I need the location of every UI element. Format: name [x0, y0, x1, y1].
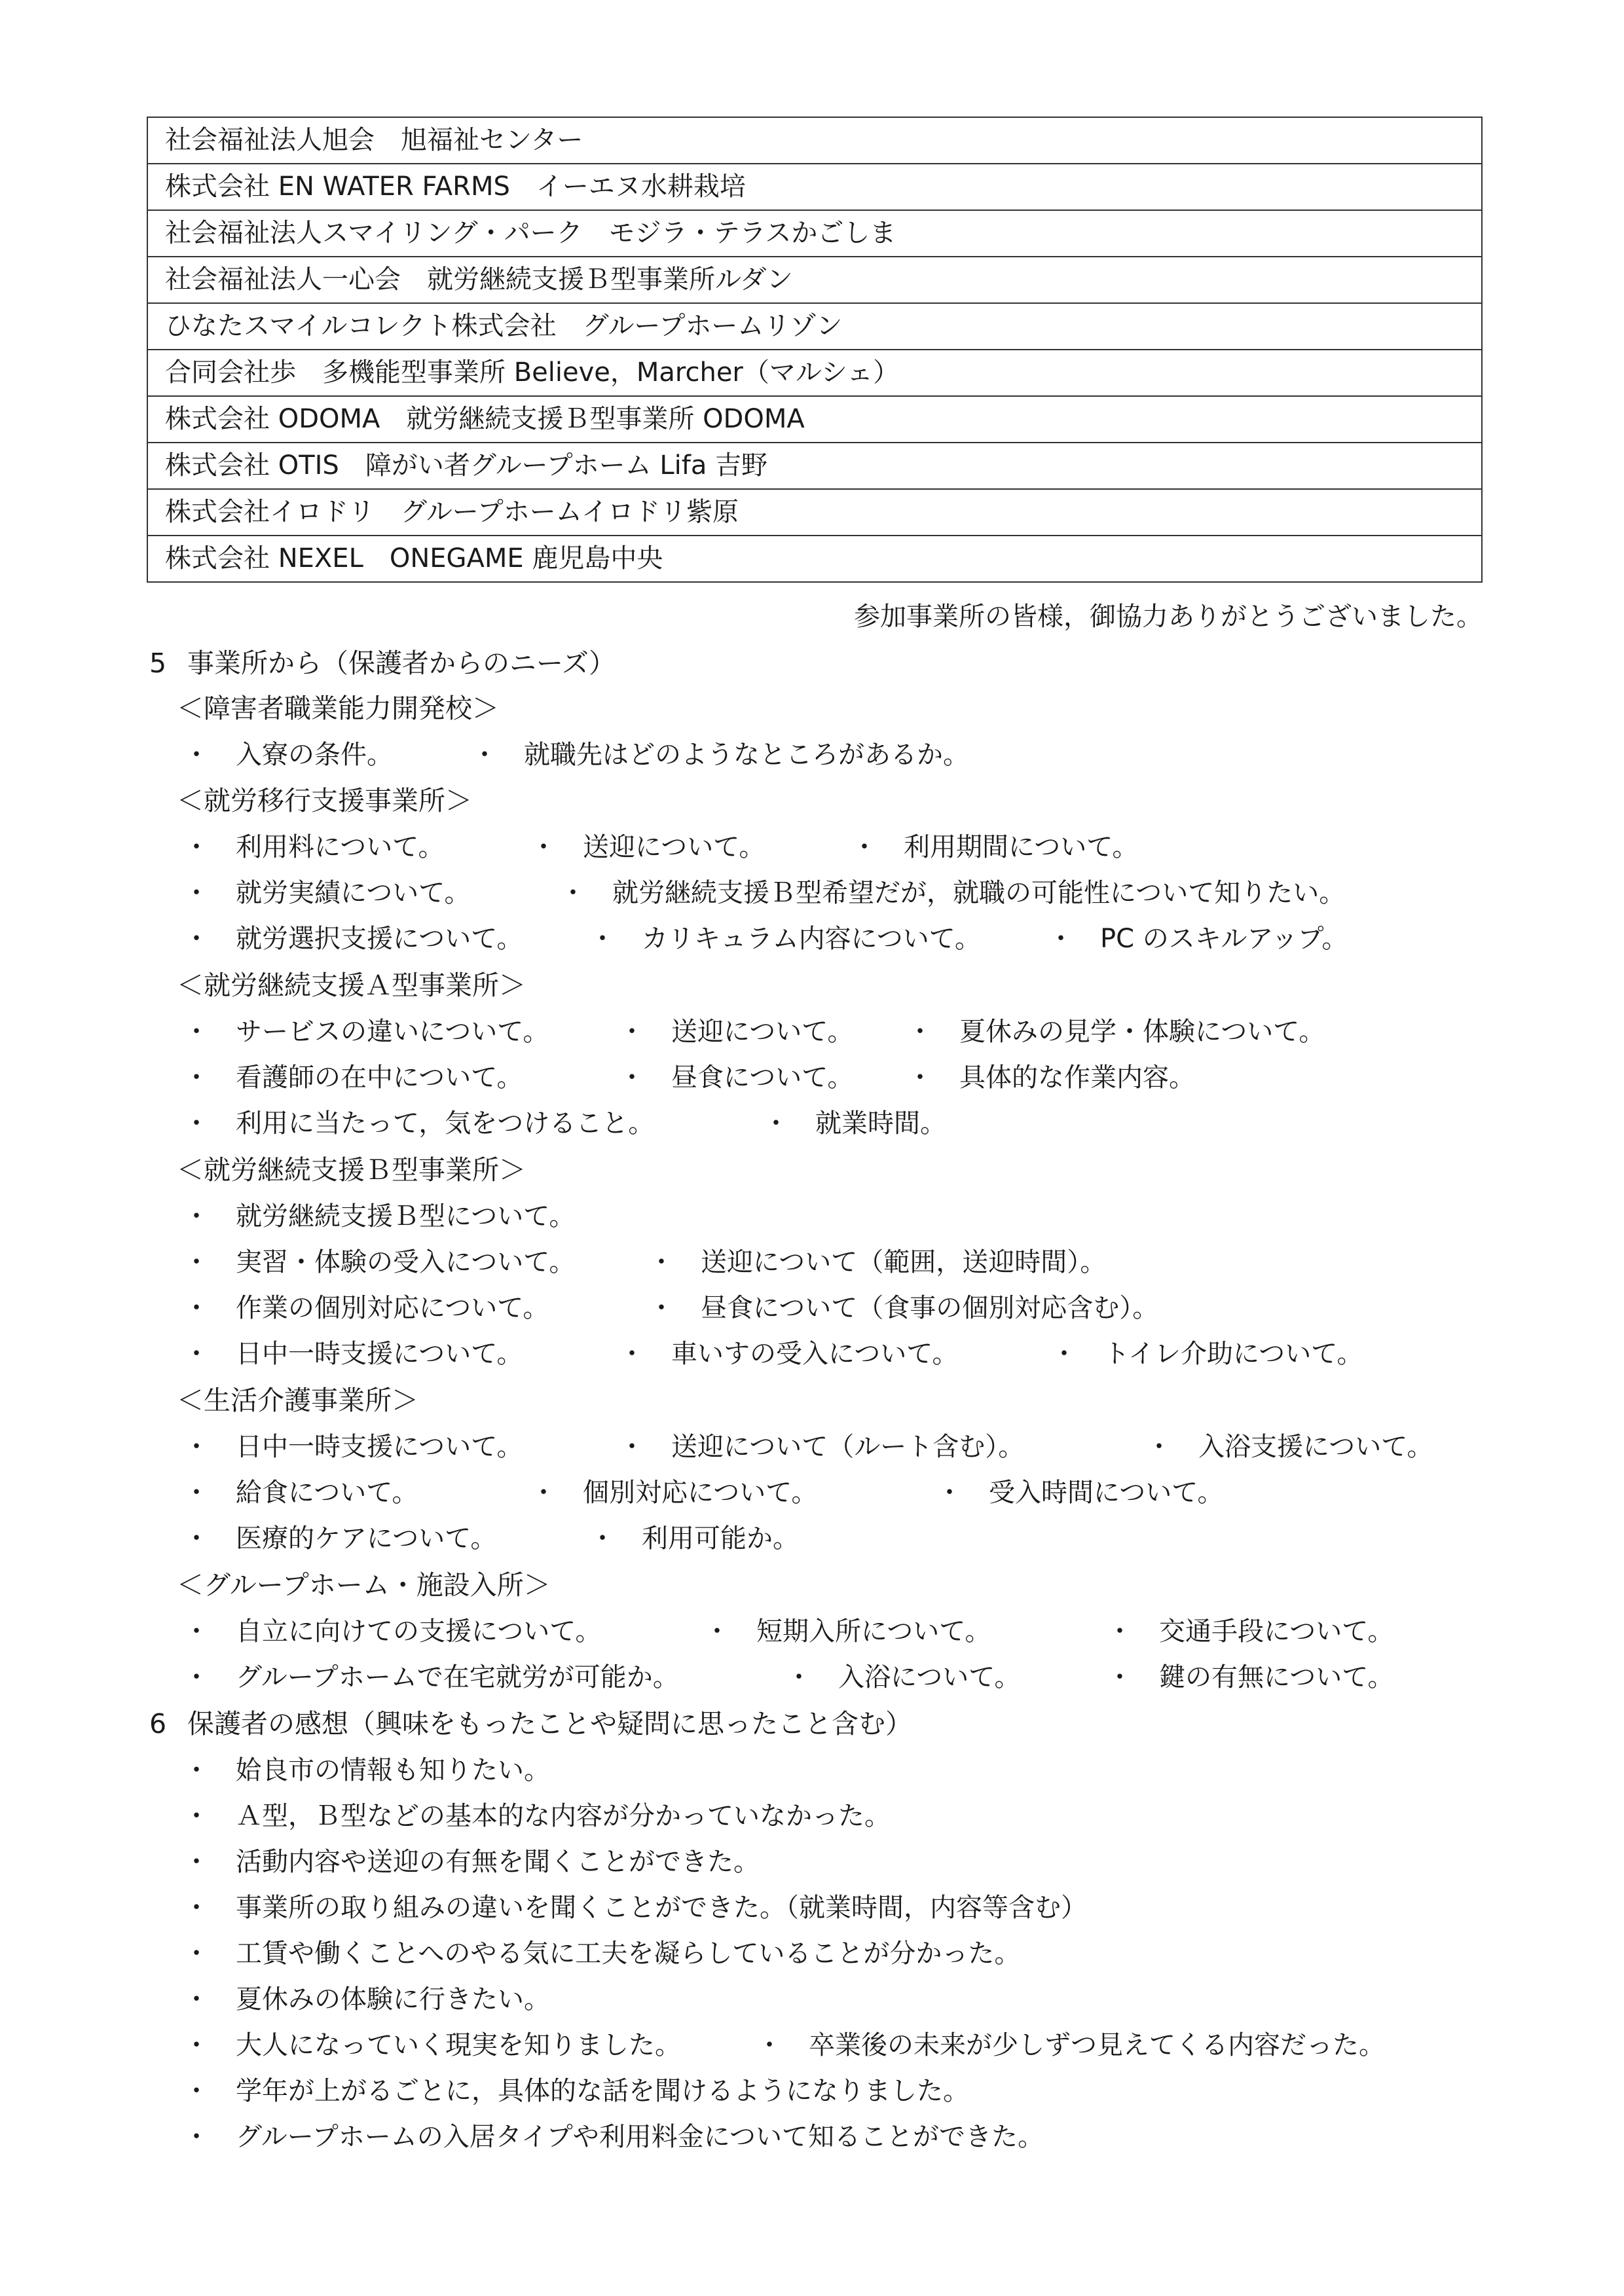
list-entry: ・ Ａ型，Ｂ型などの基本的な内容が分かっていなかった。: [183, 1795, 891, 1832]
bullet-icon: ・: [1048, 924, 1074, 954]
section-6-title: 保護者の感想（興味をもったことや疑問に思ったこと含む）: [187, 1708, 912, 1740]
bullet-icon: ・: [183, 1108, 210, 1139]
list-entry: ・ 入浴支援について。: [1146, 1426, 1433, 1463]
bullet-icon: ・: [183, 1616, 210, 1647]
bullet-icon: ・: [183, 1847, 210, 1877]
group-title: ＜就労移行支援事業所＞: [177, 785, 472, 816]
bullet-icon: ・: [183, 1063, 210, 1093]
list-entry: ・ 利用可能か。: [589, 1518, 799, 1555]
list-entry: ・ 学年が上がるごとに，具体的な話を聞けるようになりました。: [183, 2070, 969, 2107]
list-entry: ・ 夏休みの見学・体験について。: [907, 1011, 1325, 1048]
list-entry: ・ 就労実績について。: [183, 872, 470, 909]
bullet-icon: ・: [648, 1293, 674, 1323]
list-entry: ・ 短期入所について。: [704, 1611, 991, 1648]
list-entry: ・ PC のスキルアップ。: [1048, 918, 1348, 955]
bullet-icon: ・: [1107, 1662, 1133, 1692]
list-entry: ・ 具体的な作業内容。: [907, 1057, 1195, 1094]
provider-cell: 合同会社歩 多機能型事業所 Believe，Marcher（マルシェ）: [147, 350, 1482, 396]
list-entry: ・ 車いすの受入について。: [619, 1333, 958, 1370]
section-5-heading: [149, 642, 616, 680]
bullet-icon: ・: [183, 1478, 210, 1508]
list-entry: ・ 個別対応について。: [530, 1472, 817, 1509]
bullet-icon: ・: [907, 1017, 933, 1047]
bullet-icon: ・: [183, 1893, 210, 1923]
section-5-number: 5: [149, 647, 167, 679]
list-entry: ・ 就労継続支援Ｂ型について。: [183, 1195, 575, 1233]
thanks-note: 参加事業所の皆様，御協力ありがとうございました。: [854, 602, 1483, 632]
list-entry: ・ 実習・体験の受入について。: [183, 1241, 575, 1279]
group-title: ＜グループホーム・施設入所＞: [177, 1569, 551, 1601]
list-entry: ・ 事業所の取り組みの違いを聞くことができた。（就業時間，内容等含む）: [183, 1887, 1087, 1924]
bullet-icon: ・: [183, 1662, 210, 1692]
bullet-icon: ・: [1107, 1616, 1133, 1647]
provider-cell: 株式会社 ODOMA 就労継続支援Ｂ型事業所 ODOMA: [147, 396, 1482, 443]
list-entry: ・ 給食について。: [183, 1472, 418, 1509]
table-row: [147, 443, 1482, 489]
provider-cell: ひなたスマイルコレクト株式会社 グループホームリゾン: [147, 303, 1482, 350]
list-entry: ・ 活動内容や送迎の有無を聞くことができた。: [183, 1841, 760, 1878]
list-entry: ・ カリキュラム内容について。: [589, 918, 981, 955]
bullet-icon: ・: [183, 1017, 210, 1047]
bullet-icon: ・: [183, 878, 210, 908]
bullet-icon: ・: [786, 1662, 812, 1692]
bullet-icon: ・: [183, 740, 210, 770]
list-entry: ・ 姶良市の情報も知りたい。: [183, 1749, 550, 1787]
table-row: [147, 536, 1482, 582]
bullet-icon: ・: [589, 924, 616, 954]
provider-cell: 株式会社 NEXEL ONEGAME 鹿児島中央: [147, 536, 1482, 582]
provider-cell: 株式会社 EN WATER FARMS イーエヌ水耕栽培: [147, 164, 1482, 210]
table-row: [147, 117, 1482, 164]
bullet-icon: ・: [183, 1984, 210, 2014]
bullet-icon: ・: [183, 1755, 210, 1785]
bullet-icon: ・: [183, 1523, 210, 1554]
list-entry: ・ 大人になっていく現実を知りました。: [183, 2024, 681, 2062]
bullet-icon: ・: [619, 1017, 645, 1047]
bullet-icon: ・: [704, 1616, 730, 1647]
list-entry: ・ 看護師の在中について。: [183, 1057, 523, 1094]
section-6-heading: [149, 1702, 912, 1741]
bullet-icon: ・: [183, 1801, 210, 1831]
provider-cell: 社会福祉法人一心会 就労継続支援Ｂ型事業所ルダン: [147, 257, 1482, 303]
table-row: [147, 396, 1482, 443]
bullet-icon: ・: [183, 2122, 210, 2152]
provider-cell: 社会福祉法人スマイリング・パーク モジラ・テラスかごしま: [147, 210, 1482, 257]
bullet-icon: ・: [619, 1432, 645, 1462]
bullet-icon: ・: [589, 1523, 616, 1554]
list-entry: ・ 利用に当たって，気をつけること。: [183, 1102, 654, 1140]
list-entry: ・ 就職先はどのようなところがあるか。: [471, 734, 969, 771]
section-5-title: 事業所から（保護者からのニーズ）: [187, 647, 616, 679]
bullet-icon: ・: [648, 1247, 674, 1277]
bullet-icon: ・: [183, 1339, 210, 1369]
bullet-icon: ・: [851, 832, 877, 862]
bullet-icon: ・: [619, 1063, 645, 1093]
bullet-icon: ・: [763, 1108, 789, 1139]
table-row: [147, 350, 1482, 396]
bullet-icon: ・: [183, 832, 210, 862]
list-entry: ・ 就業時間。: [763, 1102, 946, 1140]
bullet-icon: ・: [183, 1247, 210, 1277]
group-title: ＜就労継続支援Ａ型事業所＞: [177, 970, 526, 1001]
group-title: ＜生活介護事業所＞: [177, 1385, 418, 1416]
provider-cell: 株式会社イロドリ グループホームイロドリ紫原: [147, 489, 1482, 536]
list-entry: ・ 夏休みの体験に行きたい。: [183, 1978, 550, 2016]
list-entry: ・ 卒業後の未来が少しずつ見えてくる内容だった。: [756, 2024, 1385, 2062]
bullet-icon: ・: [530, 832, 557, 862]
bullet-icon: ・: [1051, 1339, 1077, 1369]
list-entry: ・ 医療的ケアについて。: [183, 1518, 496, 1555]
list-entry: ・ 送迎について（ルート含む）。: [619, 1426, 1024, 1463]
section-6-number: 6: [149, 1708, 167, 1740]
provider-table: [147, 117, 1483, 583]
provider-cell: 株式会社 OTIS 障がい者グループホーム Lifa 吉野: [147, 443, 1482, 489]
table-row: [147, 257, 1482, 303]
table-row: [147, 489, 1482, 536]
bullet-icon: ・: [471, 740, 498, 770]
group-title: ＜就労継続支援Ｂ型事業所＞: [177, 1154, 526, 1186]
list-entry: ・ 作業の個別対応について。: [183, 1287, 549, 1324]
list-entry: ・ 入浴について。: [786, 1656, 1020, 1694]
bullet-icon: ・: [756, 2030, 783, 2060]
list-entry: ・ 鍵の有無について。: [1107, 1656, 1393, 1694]
bullet-icon: ・: [560, 878, 586, 908]
bullet-icon: ・: [183, 1293, 210, 1323]
list-entry: ・ 日中一時支援について。: [183, 1333, 523, 1370]
list-entry: ・ 受入時間について。: [936, 1472, 1223, 1509]
list-entry: ・ 送迎について。: [619, 1011, 853, 1048]
bullet-icon: ・: [936, 1478, 963, 1508]
list-entry: ・ 送迎について（範囲，送迎時間）。: [648, 1241, 1106, 1279]
list-entry: ・ 昼食について（食事の個別対応含む）。: [648, 1287, 1158, 1324]
list-entry: ・ 就労継続支援Ｂ型希望だが，就職の可能性について知りたい。: [560, 872, 1345, 909]
list-entry: ・ 昼食について。: [619, 1057, 853, 1094]
list-entry: ・ 送迎について。: [530, 826, 765, 864]
list-entry: ・ 就労選択支援について。: [183, 918, 523, 955]
list-entry: ・ 利用料について。: [183, 826, 444, 864]
bullet-icon: ・: [907, 1063, 933, 1093]
list-entry: ・ トイレ介助について。: [1051, 1333, 1363, 1370]
bullet-icon: ・: [183, 1432, 210, 1462]
table-row: [147, 303, 1482, 350]
list-entry: ・ グループホームで在宅就労が可能か。: [183, 1656, 679, 1694]
list-entry: ・ サービスの違いについて。: [183, 1011, 549, 1048]
group-title: ＜障害者職業能力開発校＞: [177, 693, 499, 724]
bullet-icon: ・: [530, 1478, 557, 1508]
bullet-icon: ・: [183, 2076, 210, 2106]
bullet-icon: ・: [183, 1201, 210, 1231]
list-entry: ・ 利用期間について。: [851, 826, 1138, 864]
list-entry: ・ 交通手段について。: [1107, 1611, 1393, 1648]
bullet-icon: ・: [183, 2030, 210, 2060]
list-entry: ・ グループホームの入居タイプや利用料金について知ることができた。: [183, 2116, 1044, 2153]
list-entry: ・ 工賃や働くことへのやる気に工夫を凝らしていることが分かった。: [183, 1933, 1020, 1970]
list-entry: ・ 自立に向けての支援について。: [183, 1611, 601, 1648]
provider-cell: 社会福祉法人旭会 旭福祉センター: [147, 117, 1482, 164]
bullet-icon: ・: [619, 1339, 645, 1369]
table-row: [147, 210, 1482, 257]
list-entry: ・ 日中一時支援について。: [183, 1426, 523, 1463]
bullet-icon: ・: [183, 924, 210, 954]
table-row: [147, 164, 1482, 210]
bullet-icon: ・: [1146, 1432, 1172, 1462]
bullet-icon: ・: [183, 1939, 210, 1969]
list-entry: ・ 入寮の条件。: [183, 734, 393, 771]
